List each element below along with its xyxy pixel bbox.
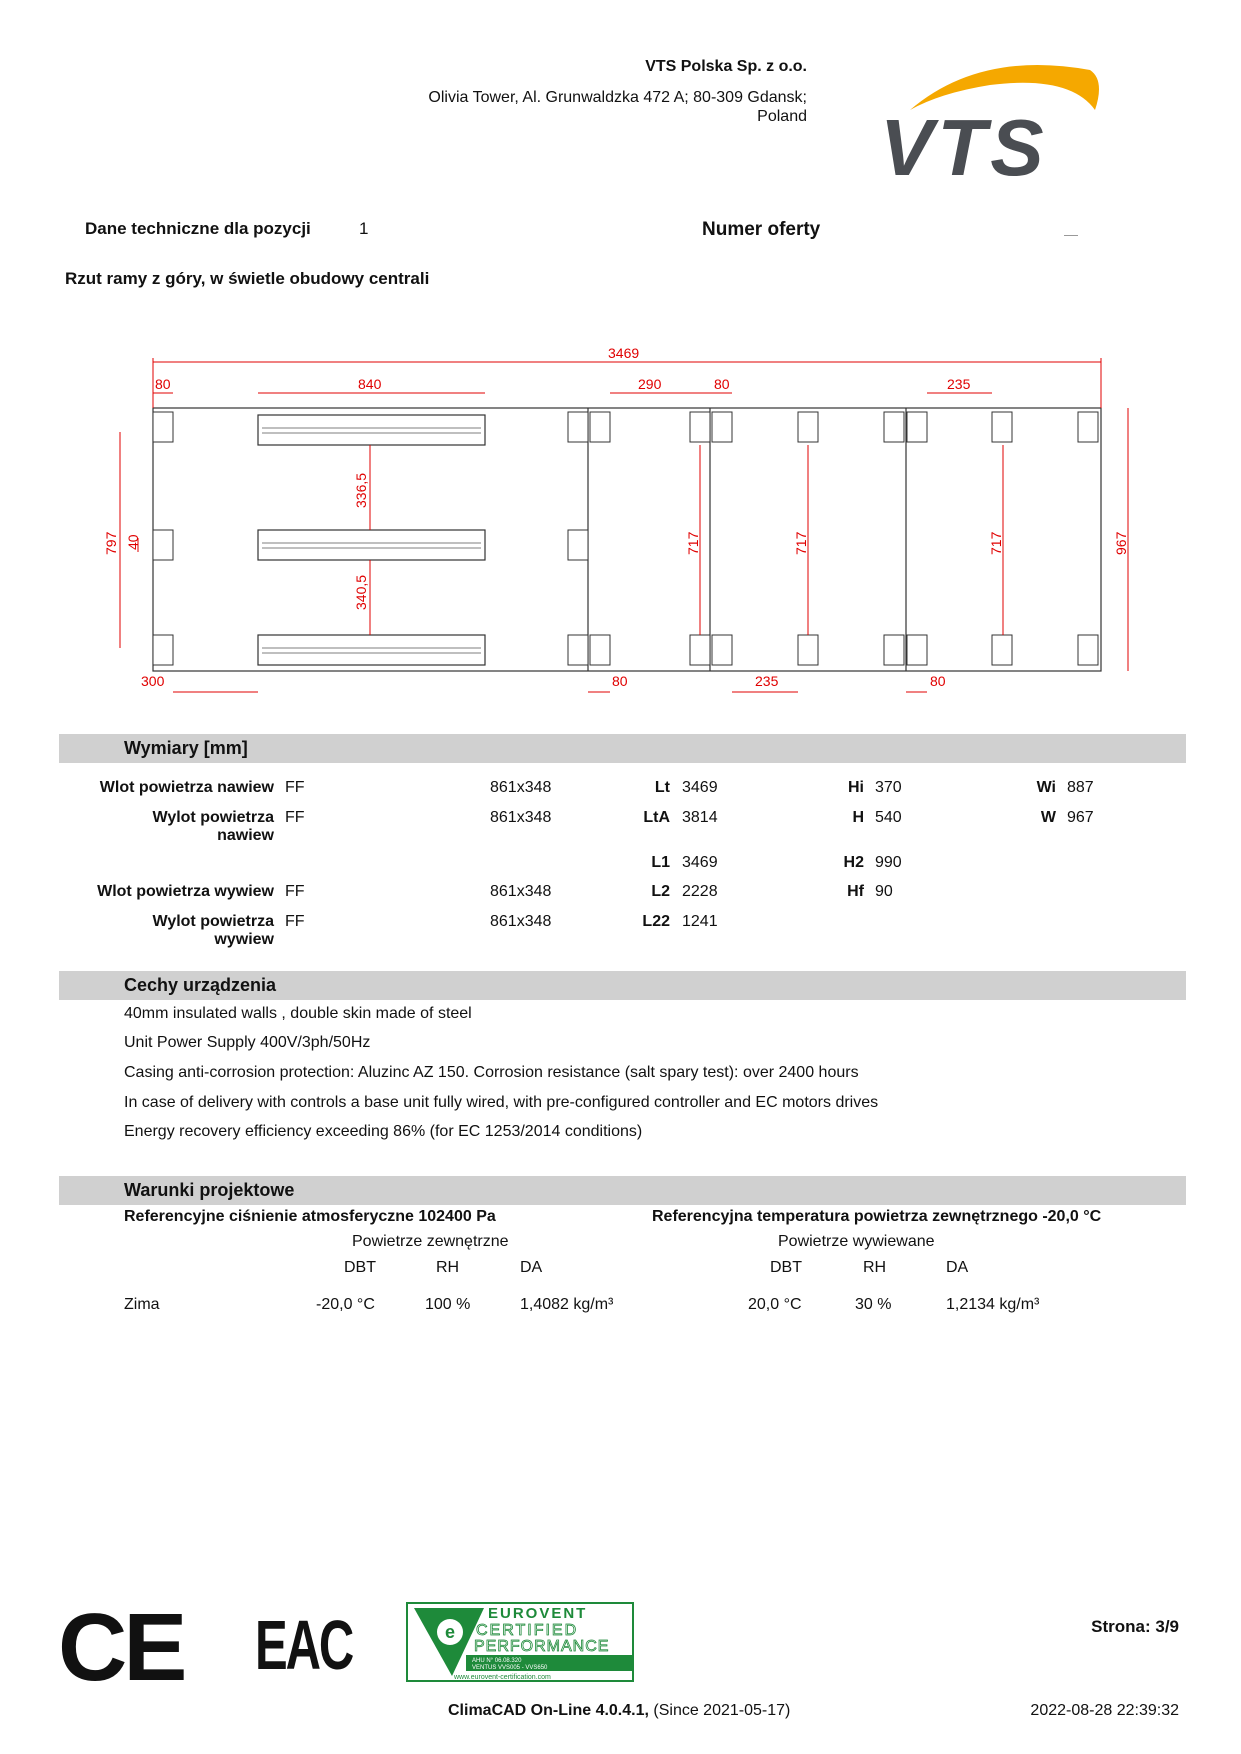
section-dimensions-header <box>59 734 1186 763</box>
eurovent-line2: CERTIFIED <box>476 1622 579 1639</box>
eurovent-line4: AHU N° 06.08.320 <box>472 1658 522 1664</box>
dim-span-235-top: 235 <box>947 376 971 392</box>
software-name: ClimaCAD On-Line 4.0.4.1, <box>448 1702 649 1719</box>
dim-span-290: 290 <box>638 376 662 392</box>
exhaust-da: 1,2134 kg/m³ <box>946 1296 1040 1313</box>
dim-lta-label: LtA <box>643 809 670 826</box>
eurovent-line6: www.eurovent-certification.com <box>454 1674 551 1681</box>
dim-bottom-80-a: 80 <box>612 673 628 689</box>
dim-row-type: FF <box>285 809 305 826</box>
dim-h-717-c: 717 <box>988 531 1004 555</box>
rail-middle <box>258 530 485 560</box>
drawing-title: Rzut ramy z góry, w świetle obudowy centrali <box>65 269 430 288</box>
dim-h-label: H <box>852 809 864 826</box>
reference-temperature: Referencyjna temperatura powietrza zewnętrznego -20,0 °C <box>652 1208 1102 1225</box>
reference-pressure: Referencyjne ciśnienie atmosferyczne 102400 Pa <box>124 1208 496 1225</box>
dim-row-type: FF <box>285 779 305 796</box>
vts-logo-text: VTS <box>880 103 1048 185</box>
exhaust-air-label: Powietrze wywiewane <box>778 1233 935 1250</box>
rail-top <box>258 415 485 445</box>
vts-logo <box>870 55 1110 185</box>
dim-row-type: FF <box>285 913 305 930</box>
dim-l1-value: 3469 <box>682 854 718 871</box>
ce-mark: CE <box>58 1594 184 1701</box>
feature-item: Unit Power Supply 400V/3ph/50Hz <box>124 1034 371 1051</box>
exhaust-col-da: DA <box>946 1259 969 1276</box>
dim-h-340: 340,5 <box>353 574 369 610</box>
dim-span-840: 840 <box>358 376 382 392</box>
frame-drawing <box>0 330 1241 700</box>
dim-h-717-b: 717 <box>793 531 809 555</box>
exhaust-dbt: 20,0 °C <box>748 1296 802 1313</box>
dim-h-value: 540 <box>875 809 902 826</box>
section-dimensions-title: Wymiary [mm] <box>124 738 248 758</box>
dim-h-40: 40 <box>125 534 141 550</box>
software-since: (Since 2021-05-17) <box>648 1702 791 1719</box>
dim-row-label: Wylot powietrza nawiew <box>152 809 274 844</box>
dim-left-80: 80 <box>155 376 171 392</box>
dim-row-size: 861x348 <box>490 809 552 826</box>
dim-row-size: 861x348 <box>490 883 552 900</box>
outdoor-da: 1,4082 kg/m³ <box>520 1296 614 1313</box>
offer-value-line <box>1064 235 1078 236</box>
dim-hf-value: 90 <box>875 883 893 900</box>
season-label: Zima <box>124 1296 160 1313</box>
dim-wi-value: 887 <box>1067 779 1094 796</box>
page-number: Strona: 3/9 <box>1091 1617 1179 1636</box>
position-label: Dane techniczne dla pozycji <box>85 219 311 238</box>
dim-h-967: 967 <box>1113 531 1129 555</box>
outdoor-col-rh: RH <box>436 1259 460 1276</box>
section-features-title: Cechy urządzenia <box>124 975 277 995</box>
dim-h-717-a: 717 <box>685 531 701 555</box>
dim-row-label: Wylot powietrza wywiew <box>152 913 274 948</box>
outdoor-rh: 100 % <box>425 1296 471 1313</box>
feature-item: Casing anti-corrosion protection: Aluzinc AZ 150. Corrosion resistance (salt spary test): over 2400 hours <box>124 1064 859 1081</box>
dim-bottom-80-b: 80 <box>930 673 946 689</box>
eurovent-badge <box>406 1602 634 1682</box>
company-address-line1: Olivia Tower, Al. Grunwaldzka 472 A; 80-309 Gdansk; <box>428 89 807 106</box>
feature-item: In case of delivery with controls a base unit fully wired, with pre-configured controller and EC motors drives <box>124 1094 879 1111</box>
dim-l1-label: L1 <box>651 854 670 871</box>
dim-h2-label: H2 <box>843 854 864 871</box>
dim-row-label: Wlot powietrza wywiew <box>97 883 274 900</box>
outdoor-dbt: -20,0 °C <box>316 1296 375 1313</box>
dim-row-type: FF <box>285 883 305 900</box>
dim-bottom-300: 300 <box>141 673 165 689</box>
dim-hf-label: Hf <box>847 883 864 900</box>
dim-h2-value: 990 <box>875 854 902 871</box>
offer-label: Numer oferty <box>702 219 821 240</box>
dim-total-length: 3469 <box>608 345 640 361</box>
dim-hi-label: Hi <box>848 779 864 796</box>
section-conditions-header <box>59 1176 1186 1205</box>
outdoor-col-dbt: DBT <box>344 1259 376 1276</box>
feature-item: 40mm insulated walls , double skin made of steel <box>124 1005 472 1022</box>
dim-l22-label: L22 <box>642 913 670 930</box>
generation-timestamp: 2022-08-28 22:39:32 <box>1030 1702 1179 1719</box>
software-version <box>448 1702 790 1720</box>
position-value: 1 <box>359 219 369 238</box>
dim-hi-value: 370 <box>875 779 902 796</box>
dim-l22-value: 1241 <box>682 913 718 930</box>
feature-item: Energy recovery efficiency exceeding 86% (for EC 1253/2014 conditions) <box>124 1123 643 1140</box>
dim-l2-label: L2 <box>651 883 670 900</box>
dim-w-label: W <box>1040 809 1056 826</box>
company-address-line2: Poland <box>757 108 807 125</box>
dim-row-size: 861x348 <box>490 913 552 930</box>
exhaust-col-rh: RH <box>863 1259 887 1276</box>
section-conditions-title: Warunki projektowe <box>124 1180 295 1200</box>
outdoor-air-label: Powietrze zewnętrzne <box>352 1233 509 1250</box>
exhaust-col-dbt: DBT <box>770 1259 802 1276</box>
eurovent-line5: VENTUS VVS005 - VVS650 <box>472 1665 548 1671</box>
dim-h-797: 797 <box>103 531 119 555</box>
dim-lt-value: 3469 <box>682 779 718 796</box>
dim-mid-80: 80 <box>714 376 730 392</box>
outdoor-col-da: DA <box>520 1259 543 1276</box>
dim-wi-label: Wi <box>1036 779 1056 796</box>
dim-l2-value: 2228 <box>682 883 718 900</box>
section-features-header <box>59 971 1186 1000</box>
dim-lt-label: Lt <box>654 779 670 796</box>
eurovent-line1: EUROVENT <box>488 1605 588 1622</box>
eurovent-line3: PERFORMANCE <box>474 1638 610 1655</box>
dim-h-336: 336,5 <box>353 472 369 508</box>
dim-row-label: Wlot powietrza nawiew <box>99 779 274 796</box>
rail-bottom <box>258 635 485 665</box>
company-name: VTS Polska Sp. z o.o. <box>645 58 807 75</box>
dim-lta-value: 3814 <box>682 809 718 826</box>
dim-row-size: 861x348 <box>490 779 552 796</box>
dim-w-value: 967 <box>1067 809 1094 826</box>
eac-mark: EAC <box>255 1606 353 1684</box>
dim-bottom-235: 235 <box>755 673 779 689</box>
svg-text:e: e <box>444 1622 456 1642</box>
exhaust-rh: 30 % <box>855 1296 892 1313</box>
